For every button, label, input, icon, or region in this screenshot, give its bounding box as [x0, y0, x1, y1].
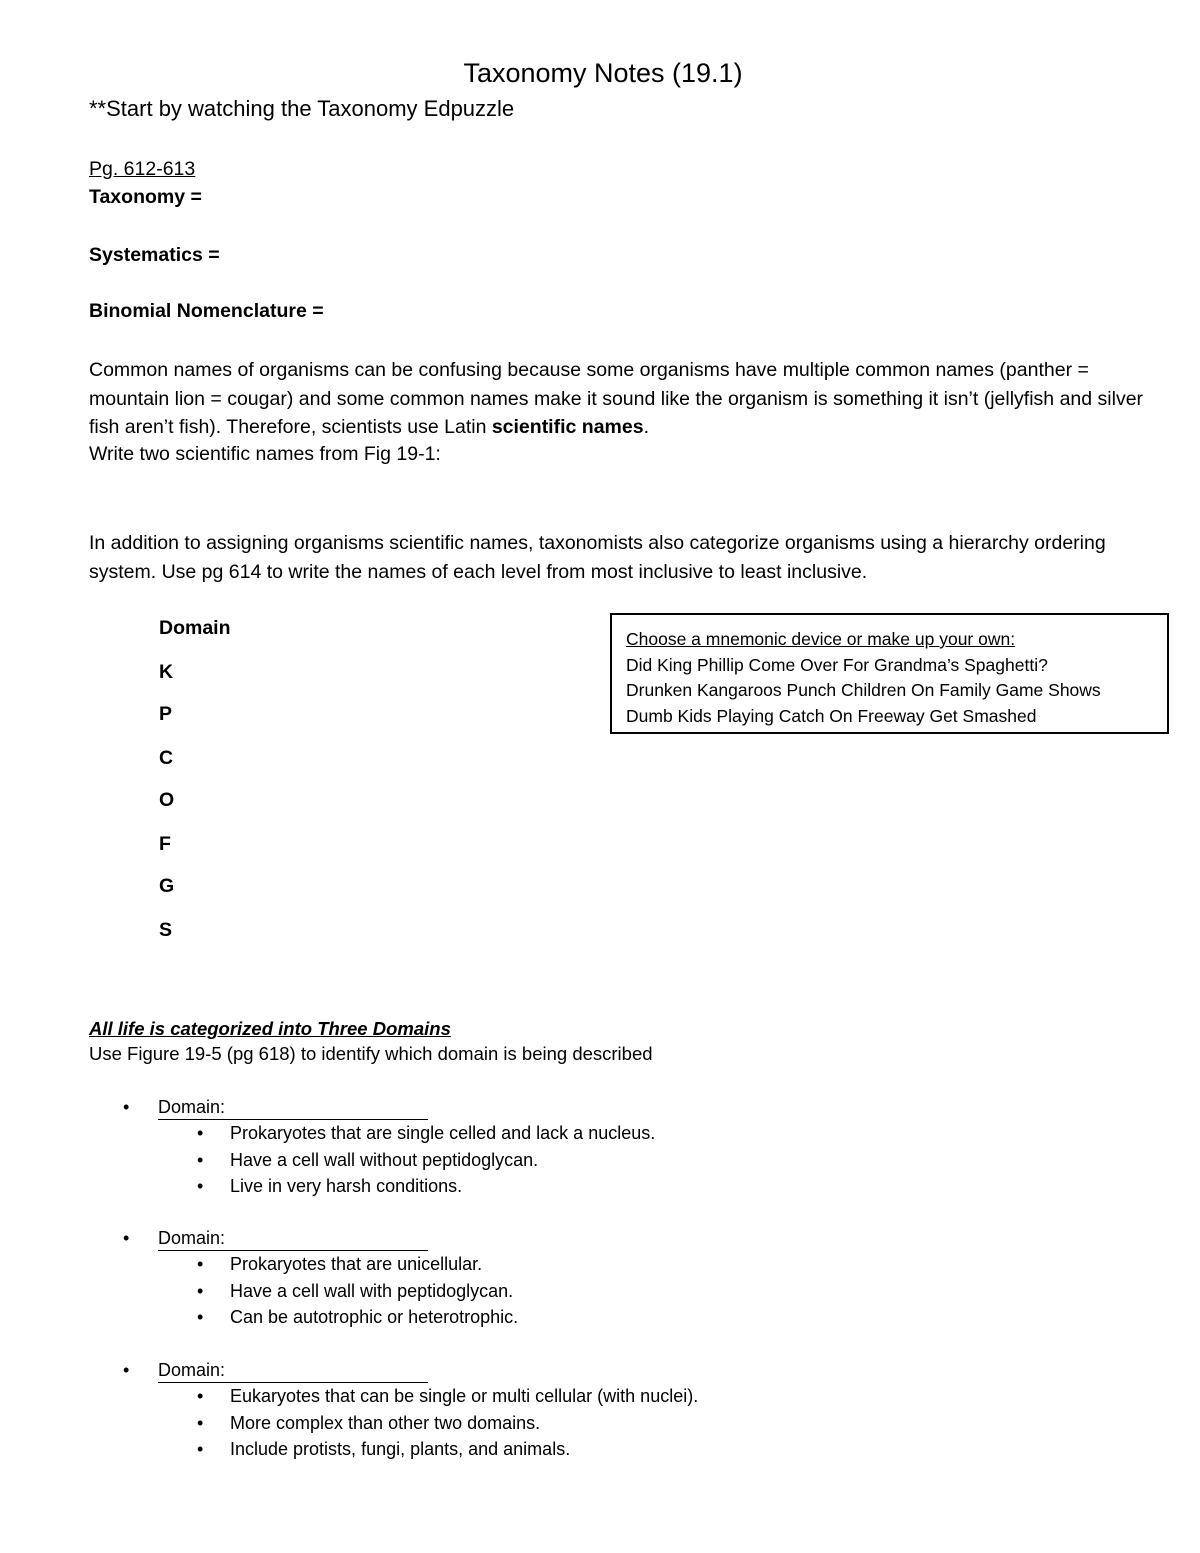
domain-blank: Domain:: [158, 1097, 428, 1120]
page-title: Taxonomy Notes (19.1): [463, 58, 743, 88]
domain-block-1: [120, 1097, 655, 1203]
common-names-paragraph: Common names of organisms can be confusing because some organisms have multiple common names (panther = mountain lion = cougar) and some common names make it sound like the organism is something it isn’t (jellyfish and silver fish aren’t fish). Therefore, scientists use Latin scientific names.: [89, 359, 1144, 438]
level-f: F: [159, 833, 171, 855]
level-s: S: [159, 919, 173, 941]
scientific-names-prompt: Write two scientific names from Fig 19-1:: [89, 443, 441, 465]
domain-blank: Domain:: [158, 1360, 428, 1383]
domains-section-title: All life is categorized into Three Domains: [89, 1018, 451, 1039]
list-item: • More complex than other two domains.: [197, 1412, 541, 1433]
level-k: K: [159, 661, 174, 683]
hierarchy-intro: In addition to assigning organisms scientific names, taxonomists also categorize organisms using a hierarchy ordering system. Use pg 614 to write the names of each level from most inclusive to least inclusive.: [89, 532, 1106, 583]
level-o: O: [159, 789, 175, 811]
mnemonic-line: Did King Phillip Come Over For Grandma’s Spaghetti?: [626, 654, 1048, 675]
list-item: • Eukaryotes that can be single or multi cellular (with nuclei).: [197, 1386, 699, 1406]
list-item: • Can be autotrophic or heterotrophic.: [197, 1307, 519, 1327]
bullet: •: [123, 1360, 130, 1380]
level-g: G: [159, 875, 175, 897]
mnemonic-line: Dumb Kids Playing Catch On Freeway Get Smashed: [626, 705, 1037, 726]
term-binomial-nomenclature: Binomial Nomenclature =: [89, 300, 324, 322]
mnemonic-heading: Choose a mnemonic device or make up your own:: [626, 629, 1016, 649]
domain-block-3: [120, 1360, 698, 1466]
level-c: C: [159, 747, 174, 769]
level-p: P: [159, 703, 173, 725]
list-item: • Include protists, fungi, plants, and animals.: [197, 1439, 571, 1459]
list-item: • Have a cell wall without peptidoglycan.: [197, 1149, 539, 1170]
term-taxonomy: Taxonomy =: [89, 186, 202, 208]
mnemonic-box: [610, 613, 1169, 734]
level-domain: Domain: [159, 617, 231, 639]
bullet: •: [123, 1228, 130, 1248]
list-item: • Live in very harsh conditions.: [197, 1176, 463, 1196]
subtitle: **Start by watching the Taxonomy Edpuzzle: [89, 96, 515, 121]
mnemonic-line: Drunken Kangaroos Punch Children On Family Game Shows: [626, 680, 1101, 700]
bullet: •: [123, 1097, 130, 1117]
domain-blank: Domain:: [158, 1228, 428, 1251]
domains-section-instruction: Use Figure 19-5 (pg 618) to identify which domain is being described: [89, 1043, 653, 1064]
list-item: • Have a cell wall with peptidoglycan.: [197, 1280, 514, 1301]
list-item: • Prokaryotes that are unicellular.: [197, 1254, 483, 1274]
term-systematics: Systematics =: [89, 244, 220, 266]
page-reference: Pg. 612-613: [89, 158, 196, 180]
list-item: • Prokaryotes that are single celled and lack a nucleus.: [197, 1123, 656, 1143]
domain-block-2: [120, 1228, 518, 1334]
